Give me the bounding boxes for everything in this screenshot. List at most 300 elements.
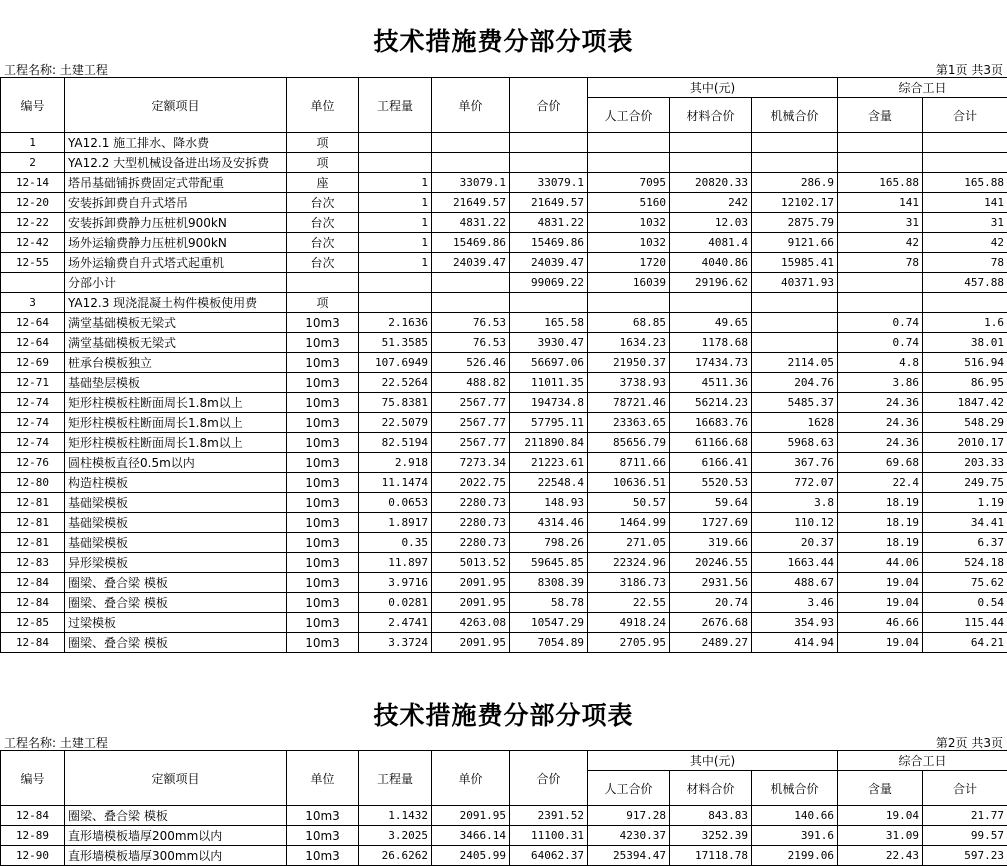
cell-unit: 10m3 [287, 633, 359, 653]
cell-total: 211890.84 [510, 433, 588, 453]
cell-item: 直形墙模板墙厚300mm以内 [65, 846, 287, 866]
cell-price: 21649.57 [432, 193, 510, 213]
cell-labor: 8711.66 [588, 453, 670, 473]
cell-labor: 22.55 [588, 593, 670, 613]
cell-qty: 0.0653 [359, 493, 432, 513]
cell-unit: 10m3 [287, 593, 359, 613]
header-among: 其中(元) [588, 751, 838, 771]
cell-subtotal: 548.29 [923, 413, 1007, 433]
cell-item: 场外运输费静力压桩机900kN [65, 233, 287, 253]
cell-code: 12-20 [1, 193, 65, 213]
cell-price: 15469.86 [432, 233, 510, 253]
cell-machine: 40371.93 [752, 273, 838, 293]
cell-subtotal: 38.01 [923, 333, 1007, 353]
table-row [1, 273, 1007, 293]
cell-price: 2280.73 [432, 493, 510, 513]
cell-item: 基础梁模板 [65, 533, 287, 553]
cell-content: 141 [838, 193, 923, 213]
cell-qty: 11.897 [359, 553, 432, 573]
table-row [1, 433, 1007, 453]
table-row [1, 806, 1007, 826]
page1-body [1, 133, 1007, 653]
cell-qty: 11.1474 [359, 473, 432, 493]
table-row [1, 593, 1007, 613]
cell-machine: 367.76 [752, 453, 838, 473]
header-content: 含量 [838, 98, 923, 133]
cell-machine: 204.76 [752, 373, 838, 393]
cell-subtotal: 457.88 [923, 273, 1007, 293]
cell-content: 78 [838, 253, 923, 273]
cell-item: YA12.3 现浇混凝土构件模板使用费 [65, 293, 287, 313]
table-row [1, 493, 1007, 513]
table-row [1, 533, 1007, 553]
cell-qty: 1 [359, 253, 432, 273]
cell-material: 4081.4 [670, 233, 752, 253]
table-row [1, 633, 1007, 653]
cell-qty: 3.2025 [359, 826, 432, 846]
cell-content: 0.74 [838, 313, 923, 333]
cell-unit: 台次 [287, 193, 359, 213]
cell-material: 49.65 [670, 313, 752, 333]
header-machine: 机械合价 [752, 98, 838, 133]
cell-content: 44.06 [838, 553, 923, 573]
cell-price: 76.53 [432, 313, 510, 333]
cell-code: 12-22 [1, 213, 65, 233]
cell-price [432, 293, 510, 313]
header-subtotal: 合计 [923, 771, 1007, 806]
header-labor: 人工合价 [588, 771, 670, 806]
cell-qty: 0.0281 [359, 593, 432, 613]
table-row [1, 253, 1007, 273]
header-qty: 工程量 [359, 751, 432, 806]
cell-total: 21649.57 [510, 193, 588, 213]
cell-item: 构造柱模板 [65, 473, 287, 493]
cell-code: 12-84 [1, 633, 65, 653]
header-unit: 单位 [287, 78, 359, 133]
cell-machine: 488.67 [752, 573, 838, 593]
cell-subtotal: 1.19 [923, 493, 1007, 513]
cell-code: 12-80 [1, 473, 65, 493]
cell-qty [359, 133, 432, 153]
cell-item: 圈梁、叠合梁 模板 [65, 573, 287, 593]
cell-content: 31.09 [838, 826, 923, 846]
table-row [1, 613, 1007, 633]
table-row [1, 313, 1007, 333]
cell-labor [588, 133, 670, 153]
cell-labor: 3738.93 [588, 373, 670, 393]
cell-qty: 75.8381 [359, 393, 432, 413]
cell-machine [752, 333, 838, 353]
cell-labor: 4230.37 [588, 826, 670, 846]
header-total: 合价 [510, 78, 588, 133]
cell-price: 24039.47 [432, 253, 510, 273]
cell-content: 19.04 [838, 593, 923, 613]
cell-labor [588, 153, 670, 173]
cell-total: 194734.8 [510, 393, 588, 413]
cell-total: 24039.47 [510, 253, 588, 273]
cell-price: 2091.95 [432, 806, 510, 826]
cell-labor: 22324.96 [588, 553, 670, 573]
cell-subtotal: 78 [923, 253, 1007, 273]
cell-code: 12-55 [1, 253, 65, 273]
cell-material: 242 [670, 193, 752, 213]
cell-total: 10547.29 [510, 613, 588, 633]
cell-content [838, 153, 923, 173]
cell-subtotal: 524.18 [923, 553, 1007, 573]
cell-labor: 16039 [588, 273, 670, 293]
page-number: 第1页 共3页 [936, 61, 1003, 78]
table-row [1, 513, 1007, 533]
cell-subtotal: 249.75 [923, 473, 1007, 493]
cell-item: 基础梁模板 [65, 513, 287, 533]
page1-meta [4, 61, 1003, 77]
cell-labor: 10636.51 [588, 473, 670, 493]
cell-item: 塔吊基础铺拆费固定式带配重 [65, 173, 287, 193]
table-row [1, 133, 1007, 153]
page1-title: 技术措施费分部分项表 [0, 22, 1007, 58]
cell-qty: 26.6262 [359, 846, 432, 866]
header-price: 单价 [432, 78, 510, 133]
cell-total: 15469.86 [510, 233, 588, 253]
cell-content: 69.68 [838, 453, 923, 473]
cell-item: 异形梁模板 [65, 553, 287, 573]
cell-subtotal: 2010.17 [923, 433, 1007, 453]
cell-subtotal: 31 [923, 213, 1007, 233]
cell-unit: 10m3 [287, 826, 359, 846]
cell-material: 61166.68 [670, 433, 752, 453]
cell-item: 满堂基础模板无梁式 [65, 313, 287, 333]
cell-labor: 2705.95 [588, 633, 670, 653]
page2-meta [4, 734, 1003, 750]
cell-item: 分部小计 [65, 273, 287, 293]
cell-unit: 项 [287, 153, 359, 173]
cell-price: 33079.1 [432, 173, 510, 193]
cell-material: 1178.68 [670, 333, 752, 353]
cell-content: 42 [838, 233, 923, 253]
cell-content: 19.04 [838, 633, 923, 653]
header-labor: 人工合价 [588, 98, 670, 133]
cell-subtotal: 1847.42 [923, 393, 1007, 413]
measures-table-page1 [0, 77, 1007, 653]
table-row [1, 193, 1007, 213]
cell-price: 2567.77 [432, 413, 510, 433]
cell-labor: 21950.37 [588, 353, 670, 373]
cell-labor: 1720 [588, 253, 670, 273]
cell-content: 4.8 [838, 353, 923, 373]
cell-code: 12-85 [1, 613, 65, 633]
cell-material: 3252.39 [670, 826, 752, 846]
cell-subtotal: 99.57 [923, 826, 1007, 846]
table-row [1, 473, 1007, 493]
cell-unit: 10m3 [287, 313, 359, 333]
cell-machine: 5485.37 [752, 393, 838, 413]
cell-material: 17434.73 [670, 353, 752, 373]
cell-content [838, 293, 923, 313]
cell-content: 0.74 [838, 333, 923, 353]
cell-subtotal: 115.44 [923, 613, 1007, 633]
cell-item: 圈梁、叠合梁 模板 [65, 593, 287, 613]
cell-item: 矩形柱模板柱断面周长1.8m以上 [65, 393, 287, 413]
header-workday: 综合工日 [838, 751, 1007, 771]
cell-total: 59645.85 [510, 553, 588, 573]
cell-code: 12-74 [1, 433, 65, 453]
table-row [1, 353, 1007, 373]
cell-content [838, 133, 923, 153]
cell-machine [752, 313, 838, 333]
cell-item: YA12.1 施工排水、降水费 [65, 133, 287, 153]
table-row [1, 826, 1007, 846]
cell-labor [588, 293, 670, 313]
cell-code: 12-83 [1, 553, 65, 573]
cell-material [670, 133, 752, 153]
cell-machine: 414.94 [752, 633, 838, 653]
cell-unit: 项 [287, 133, 359, 153]
cell-labor: 3186.73 [588, 573, 670, 593]
cell-content: 24.36 [838, 413, 923, 433]
cell-qty [359, 153, 432, 173]
cell-content: 3.86 [838, 373, 923, 393]
cell-subtotal: 21.77 [923, 806, 1007, 826]
cell-total: 2391.52 [510, 806, 588, 826]
measures-table-page2 [0, 750, 1007, 866]
cell-machine: 391.6 [752, 826, 838, 846]
cell-qty: 22.5264 [359, 373, 432, 393]
cell-unit: 10m3 [287, 453, 359, 473]
cell-qty: 1 [359, 173, 432, 193]
cell-item: 圆柱模板直径0.5m以内 [65, 453, 287, 473]
cell-unit: 10m3 [287, 533, 359, 553]
cell-price: 2022.75 [432, 473, 510, 493]
cell-unit: 台次 [287, 213, 359, 233]
cell-qty: 0.35 [359, 533, 432, 553]
cell-material: 4511.36 [670, 373, 752, 393]
cell-unit: 10m3 [287, 473, 359, 493]
cell-subtotal: 64.21 [923, 633, 1007, 653]
cell-content: 18.19 [838, 533, 923, 553]
cell-unit: 10m3 [287, 573, 359, 593]
cell-content: 19.04 [838, 573, 923, 593]
cell-item: 基础垫层模板 [65, 373, 287, 393]
cell-code: 12-14 [1, 173, 65, 193]
cell-qty: 1 [359, 213, 432, 233]
cell-price [432, 153, 510, 173]
cell-total [510, 153, 588, 173]
cell-material: 16683.76 [670, 413, 752, 433]
cell-material: 319.66 [670, 533, 752, 553]
cell-price: 2280.73 [432, 533, 510, 553]
cell-code [1, 273, 65, 293]
cell-subtotal: 75.62 [923, 573, 1007, 593]
cell-total: 21223.61 [510, 453, 588, 473]
table-row [1, 233, 1007, 253]
cell-price [432, 273, 510, 293]
cell-material: 20246.55 [670, 553, 752, 573]
cell-labor: 1464.99 [588, 513, 670, 533]
header-content: 含量 [838, 771, 923, 806]
cell-qty: 82.5194 [359, 433, 432, 453]
header-material: 材料合价 [670, 771, 752, 806]
cell-unit: 项 [287, 293, 359, 313]
cell-price: 4831.22 [432, 213, 510, 233]
cell-unit [287, 273, 359, 293]
header-workday: 综合工日 [838, 78, 1007, 98]
cell-content: 31 [838, 213, 923, 233]
cell-total: 165.58 [510, 313, 588, 333]
cell-material: 2931.56 [670, 573, 752, 593]
cell-qty [359, 273, 432, 293]
cell-price: 526.46 [432, 353, 510, 373]
cell-code: 12-74 [1, 393, 65, 413]
cell-machine: 12102.17 [752, 193, 838, 213]
cell-total: 22548.4 [510, 473, 588, 493]
cell-machine [752, 153, 838, 173]
cell-item: 直形墙模板墙厚200mm以内 [65, 826, 287, 846]
cell-labor: 7095 [588, 173, 670, 193]
table-row [1, 373, 1007, 393]
cell-unit: 10m3 [287, 846, 359, 866]
cell-total: 4831.22 [510, 213, 588, 233]
cell-code: 12-71 [1, 373, 65, 393]
table-row [1, 173, 1007, 193]
table-row [1, 393, 1007, 413]
cell-item: 满堂基础模板无梁式 [65, 333, 287, 353]
cell-code: 2 [1, 153, 65, 173]
cell-content: 19.04 [838, 806, 923, 826]
cell-subtotal: 6.37 [923, 533, 1007, 553]
cell-content: 24.36 [838, 393, 923, 413]
cell-unit: 10m3 [287, 333, 359, 353]
cell-subtotal: 42 [923, 233, 1007, 253]
cell-material [670, 153, 752, 173]
cell-qty: 2.4741 [359, 613, 432, 633]
cell-material: 56214.23 [670, 393, 752, 413]
cell-machine: 1663.44 [752, 553, 838, 573]
cell-price: 488.82 [432, 373, 510, 393]
cell-qty: 107.6949 [359, 353, 432, 373]
cell-code: 12-81 [1, 513, 65, 533]
cell-price: 2567.77 [432, 433, 510, 453]
cell-total [510, 293, 588, 313]
cell-labor: 1032 [588, 233, 670, 253]
cell-material: 59.64 [670, 493, 752, 513]
cell-item: YA12.2 大型机械设备进出场及安拆费 [65, 153, 287, 173]
cell-price: 2567.77 [432, 393, 510, 413]
header-machine: 机械合价 [752, 771, 838, 806]
cell-machine: 9121.66 [752, 233, 838, 253]
cell-item: 桩承台模板独立 [65, 353, 287, 373]
project-name: 工程名称: 土建工程 [4, 61, 108, 78]
cell-unit: 10m3 [287, 393, 359, 413]
cell-subtotal [923, 153, 1007, 173]
cell-total: 64062.37 [510, 846, 588, 866]
header-item: 定额项目 [65, 751, 287, 806]
cell-code: 12-81 [1, 493, 65, 513]
cell-content: 18.19 [838, 513, 923, 533]
cell-labor: 917.28 [588, 806, 670, 826]
cell-machine: 772.07 [752, 473, 838, 493]
cell-content: 22.43 [838, 846, 923, 866]
cell-item: 安装拆卸费静力压桩机900kN [65, 213, 287, 233]
cell-item: 过梁模板 [65, 613, 287, 633]
cell-price [432, 133, 510, 153]
cell-item: 矩形柱模板柱断面周长1.8m以上 [65, 413, 287, 433]
cell-total: 148.93 [510, 493, 588, 513]
page2-body [1, 806, 1007, 866]
cell-total: 99069.22 [510, 273, 588, 293]
cell-qty: 1.1432 [359, 806, 432, 826]
cell-machine: 354.93 [752, 613, 838, 633]
cell-material: 20.74 [670, 593, 752, 613]
header-item: 定额项目 [65, 78, 287, 133]
cell-total [510, 133, 588, 153]
cell-content [838, 273, 923, 293]
cell-qty [359, 293, 432, 313]
cell-qty: 51.3585 [359, 333, 432, 353]
cell-subtotal: 1.6 [923, 313, 1007, 333]
cell-labor: 68.85 [588, 313, 670, 333]
cell-labor: 23363.65 [588, 413, 670, 433]
cell-machine: 110.12 [752, 513, 838, 533]
cell-total: 798.26 [510, 533, 588, 553]
cell-labor: 5160 [588, 193, 670, 213]
cell-total: 56697.06 [510, 353, 588, 373]
cell-item: 矩形柱模板柱断面周长1.8m以上 [65, 433, 287, 453]
cell-material: 4040.86 [670, 253, 752, 273]
header-among: 其中(元) [588, 78, 838, 98]
cell-material: 20820.33 [670, 173, 752, 193]
cell-content: 22.4 [838, 473, 923, 493]
cell-content: 18.19 [838, 493, 923, 513]
cell-code: 12-76 [1, 453, 65, 473]
cell-subtotal: 516.94 [923, 353, 1007, 373]
cell-unit: 10m3 [287, 513, 359, 533]
cell-content: 46.66 [838, 613, 923, 633]
cell-unit: 座 [287, 173, 359, 193]
cell-labor: 1032 [588, 213, 670, 233]
cell-qty: 2.918 [359, 453, 432, 473]
cell-unit: 10m3 [287, 433, 359, 453]
cell-code: 12-81 [1, 533, 65, 553]
cell-machine [752, 293, 838, 313]
cell-item: 圈梁、叠合梁 模板 [65, 806, 287, 826]
cell-item: 圈梁、叠合梁 模板 [65, 633, 287, 653]
cell-price: 4263.08 [432, 613, 510, 633]
cell-machine: 3.8 [752, 493, 838, 513]
cell-material: 2489.27 [670, 633, 752, 653]
cell-machine: 2875.79 [752, 213, 838, 233]
cell-total: 33079.1 [510, 173, 588, 193]
cell-machine: 1628 [752, 413, 838, 433]
header-material: 材料合价 [670, 98, 752, 133]
table-row [1, 213, 1007, 233]
cell-code: 12-42 [1, 233, 65, 253]
cell-material: 17118.78 [670, 846, 752, 866]
cell-unit: 台次 [287, 253, 359, 273]
cell-material: 2676.68 [670, 613, 752, 633]
table-row [1, 573, 1007, 593]
cell-material: 12.03 [670, 213, 752, 233]
table-row [1, 553, 1007, 573]
cell-subtotal [923, 293, 1007, 313]
table-row [1, 846, 1007, 866]
cell-qty: 2.1636 [359, 313, 432, 333]
header-code: 编号 [1, 751, 65, 806]
cell-item: 安装拆卸费自升式塔吊 [65, 193, 287, 213]
cell-machine: 2114.05 [752, 353, 838, 373]
cell-qty: 1 [359, 233, 432, 253]
cell-content: 165.88 [838, 173, 923, 193]
cell-code: 12-74 [1, 413, 65, 433]
